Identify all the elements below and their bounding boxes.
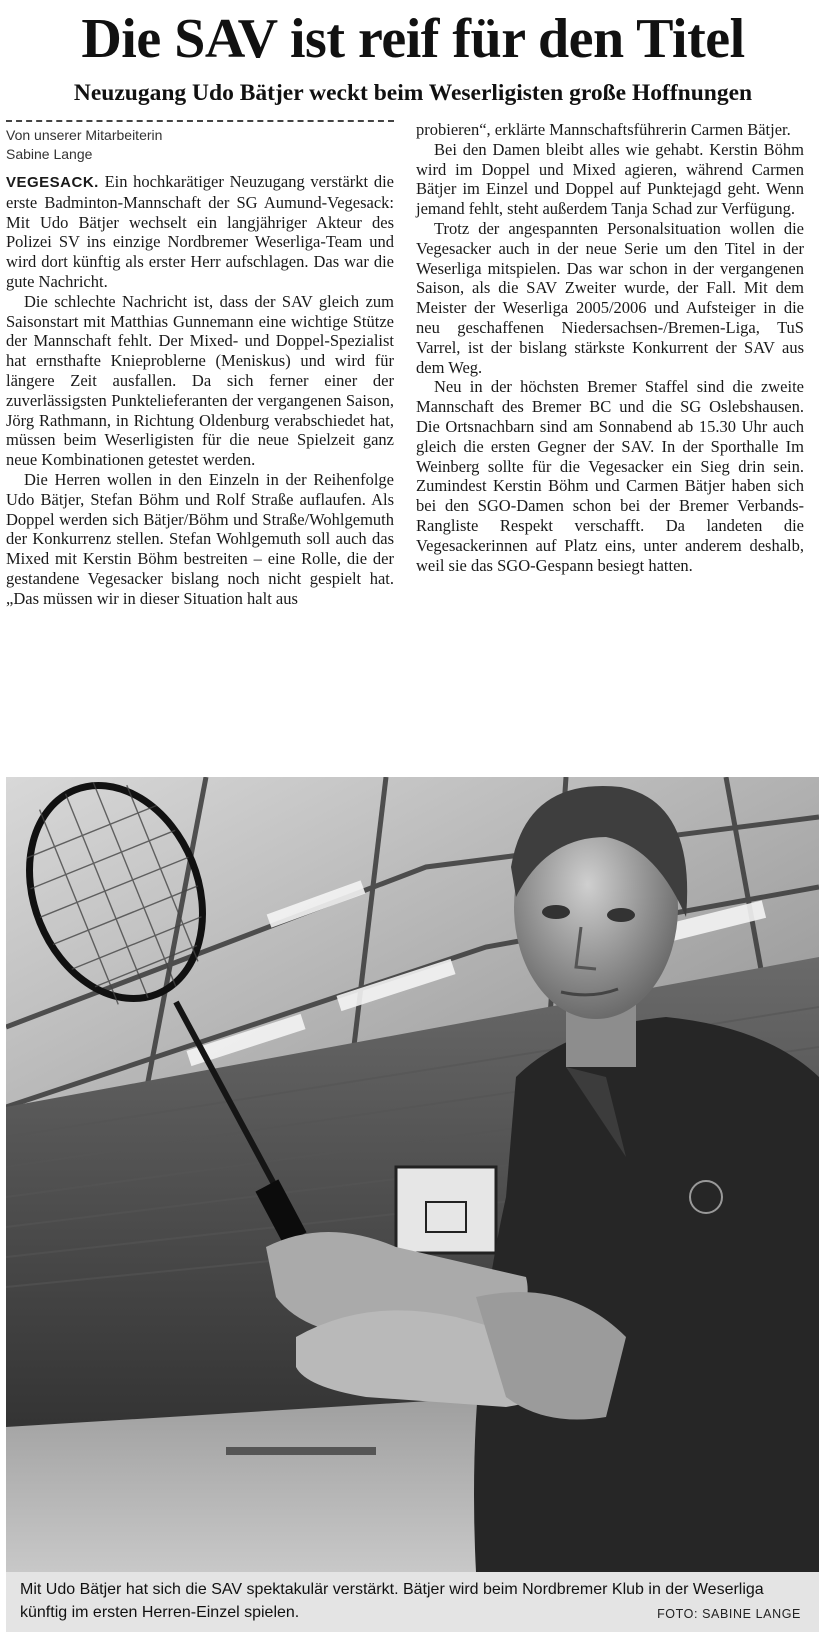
article-column-2 [416,120,804,575]
byline [6,120,394,164]
photo-caption-box [6,1572,819,1632]
paragraph: Neu in der höchsten Bremer Staffel sind die zweite Mannschaft des Bremer BC und die SG Oslebshausen. Die Ortsnachbarn sind am Sonnabend ab 15.30 Uhr auch gleich die ersten Gegner der SAV. In der Sporthalle Im Weinberg sollte für die Vegesacker ein Sieg drin sein. Zumindest Kerstin Böhm und Carmen Bätjer haben sich bei den SGO-Damen schon bei der Bremer Verbands-Rangliste Respekt verschafft. Da landeten die Vegesackerinnen auf Platz eins, unter anderem deshalb, weil sie das SGO-Gespann besiegt hatten. [416,377,804,575]
photo-player-with-racket [6,777,819,1572]
paragraph-text: Ein hochkarätiger Neuzugang verstärkt die erste Badminton-Mannschaft der SG Aumund-Vegesack: Mit Udo Bätjer wechselt ein langjähriger Akteur des Polizei SV ins einzige Nordbremer Weserliga-Team und wird dort künftig als erster Herr aufschlagen. Das war die gute Nachricht. [6,172,394,291]
paragraph: Bei den Damen bleibt alles wie gehabt. Kerstin Böhm wird im Doppel und Mixed agieren, während Carmen Bätjer im Einzel und Doppel auf Punktejagd geht. Wenn jemand fehlt, steht außerdem Tanja Schad zur Verfügung. [416,139,804,219]
paragraph: Die Herren wollen in den Einzeln in der Reihenfolge Udo Bätjer, Stefan Böhm und Rolf Straße auflaufen. Als Doppel werden sich Bätjer/Böhm und Straße/Wohlgemuth der Konkurrenz stellen. Stefan Wohlgemuth soll auch das Mixed mit Kerstin Böhm bestreiten – eine Rolle, die der gestandene Vegesacker bislang noch nicht gespielt hat. „Das müssen wir in dieser Situation halt aus [6,469,394,608]
paragraph [6,172,394,292]
article-photo [6,777,819,1572]
article-column-1 [6,120,394,609]
headline: Die SAV ist reif für den Titel [81,8,745,70]
subheadline: Neuzugang Udo Bätjer weckt beim Weserligisten große Hoffnungen [73,80,753,106]
byline-role: Von unserer Mitarbeiterin [6,127,163,143]
paragraph: Trotz der angespannten Personalsituation wollen die Vegesacker auch in der neue Serie um den Titel in der Weserliga mitspielen. Das war schon in der vergangenen Saison, als die SAV Zweiter wurde, der Fall. Mit dem Meister der Weserliga 2005/2006 und Aufsteiger in die neu geschaffenen Niedersachsen-/Bremen-Liga, TuS Varrel, ist der bislang stärkste Konkurrent der SAV aus dem Weg. [416,218,804,377]
byline-author: Sabine Lange [6,146,93,162]
paragraph: probieren“, erklärte Mannschaftsführerin Carmen Bätjer. [416,120,791,139]
photo-caption: Mit Udo Bätjer hat sich die SAV spektakulär verstärkt. Bätjer wird beim Nordbremer Klub in der Weserliga künftig im ersten Herren-Einzel spielen. [20,1581,764,1621]
paragraph: Die schlechte Nachricht ist, dass der SAV gleich zum Saisonstart mit Matthias Gunnemann eine wichtige Stütze der Mannschaft fehlt. Der Mixed- und Doppel-Spezialist hat ernsthafte Knieproblerne (Meniskus) und wird für längere Zeit ausfallen. Da sich ferner einer der zuverlässigsten Punktelieferanten der vergangenen Saison, Jörg Rathmann, in Richtung Oldenburg verabschiedet hat, müssen beim Weserligisten für die neue Spielzeit ganz neue Kombinationen getestet werden. [6,291,394,470]
dateline: VEGESACK. [6,174,99,191]
photo-credit: FOTO: SABINE LANGE [657,1607,801,1621]
